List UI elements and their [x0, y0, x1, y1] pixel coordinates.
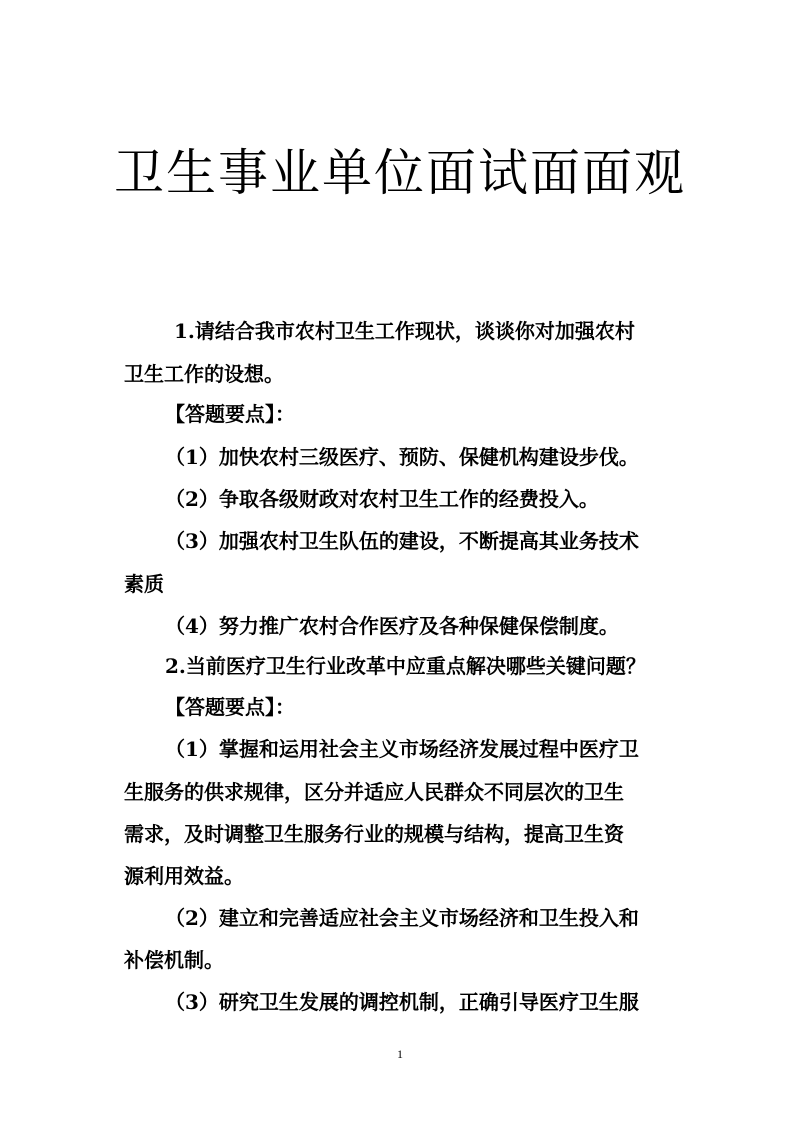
- answer-1-point-4: （4）努力推广农村合作医疗及各种保健保偿制度。: [165, 614, 619, 638]
- answer-2-point-2-line-1: （2）建立和完善适应社会主义市场经济和卫生投入和: [165, 906, 639, 930]
- question-2: 2.当前医疗卫生行业改革中应重点解决哪些关键问题？: [165, 654, 646, 678]
- answer-1-point-3-line-1: （3）加强农村卫生队伍的建设，不断提高其业务技术: [165, 529, 639, 553]
- answer-points-heading-1: 【答题要点】：: [165, 402, 295, 426]
- document-title: 卫生事业单位面试面面观: [114, 144, 686, 202]
- answer-2-point-1-line-2: 生服务的供求规律，区分并适应人民群众不同层次的卫生: [124, 780, 624, 804]
- answer-1-point-1: （1）加快农村三级医疗、预防、保健机构建设步伐。: [165, 445, 639, 469]
- answer-2-point-3-line-1: （3）研究卫生发展的调控机制，正确引导医疗卫生服: [165, 990, 639, 1014]
- answer-2-point-1-line-4: 源利用效益。: [124, 864, 244, 888]
- answer-2-point-1-line-3: 需求，及时调整卫生服务行业的规模与结构，提高卫生资: [124, 822, 624, 846]
- question-1-line-2: 卫生工作的设想。: [124, 362, 284, 386]
- answer-1-point-3-line-2: 素质: [124, 572, 164, 596]
- answer-2-point-1-line-1: （1）掌握和运用社会主义市场经济发展过程中医疗卫: [165, 737, 639, 761]
- answer-2-point-2-line-2: 补偿机制。: [124, 948, 224, 972]
- answer-points-heading-2: 【答题要点】：: [165, 695, 295, 719]
- question-1-line-1: 1.请结合我市农村卫生工作现状，谈谈你对加强农村: [174, 319, 635, 343]
- page-number: 1: [397, 1047, 403, 1061]
- answer-1-point-2: （2）争取各级财政对农村卫生工作的经费投入。: [165, 487, 599, 511]
